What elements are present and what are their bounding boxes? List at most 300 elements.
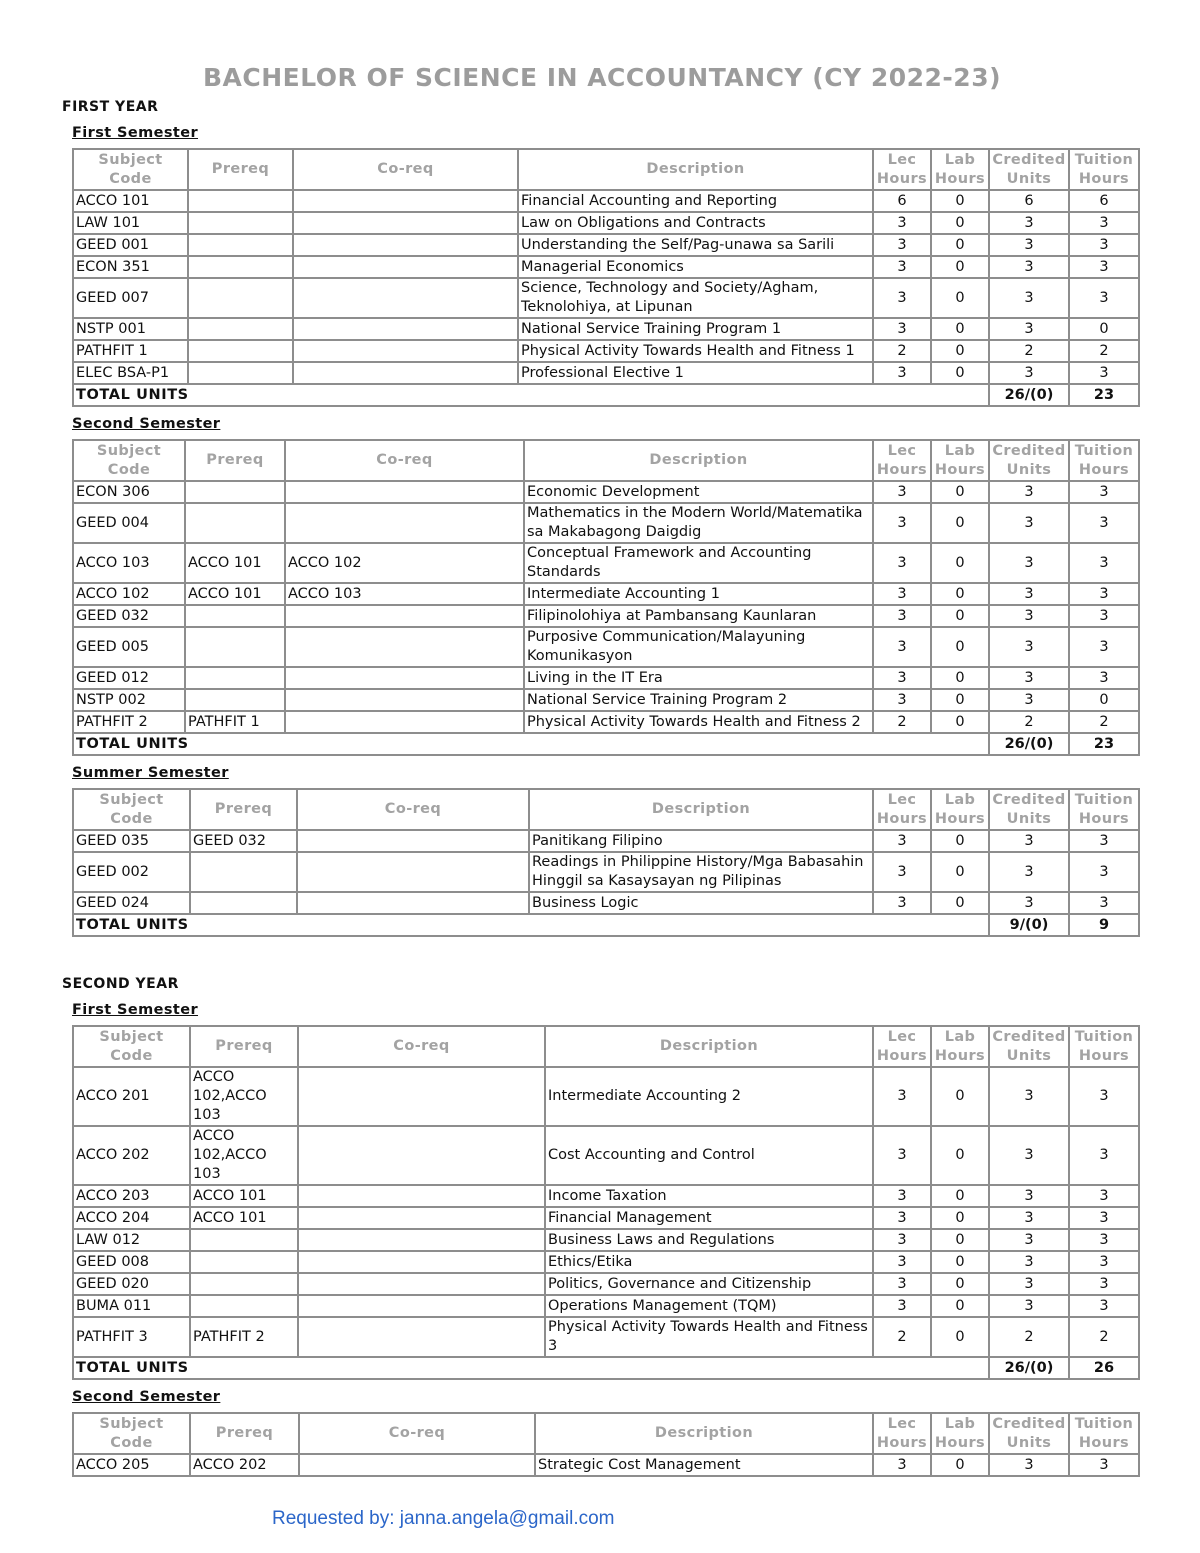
prereq-cell (185, 689, 285, 711)
total-tuition-hours: 23 (1069, 384, 1139, 406)
coreq-cell (299, 1454, 535, 1476)
semester-heading: First Semester (72, 125, 199, 141)
description-cell: Physical Activity Towards Health and Fitness 3 (545, 1317, 873, 1357)
tuition-hours-cell: 3 (1069, 1185, 1139, 1207)
course-table (72, 1025, 1140, 1380)
semester-heading: Second Semester (72, 1389, 221, 1405)
column-header: Co-req (285, 440, 524, 481)
lec-hours-cell: 3 (873, 583, 931, 605)
tuition-hours-cell: 3 (1069, 583, 1139, 605)
subject-code-cell: LAW 101 (73, 212, 188, 234)
credited-units-cell: 3 (989, 1185, 1069, 1207)
column-header: Lec Hours (873, 789, 931, 830)
table-row (73, 1229, 1139, 1251)
lab-hours-cell: 0 (931, 892, 989, 914)
credited-units-cell: 6 (989, 190, 1069, 212)
tuition-hours-cell: 3 (1069, 892, 1139, 914)
column-header: Description (529, 789, 873, 830)
semester-heading: Summer Semester (72, 765, 229, 781)
credited-units-cell: 3 (989, 605, 1069, 627)
semester-heading: First Semester (72, 1002, 199, 1018)
lec-hours-cell: 3 (873, 1207, 931, 1229)
coreq-cell (293, 362, 518, 384)
total-credited-units: 26/(0) (989, 384, 1069, 406)
column-header: Tuition Hours (1069, 1413, 1139, 1454)
lec-hours-cell: 3 (873, 852, 931, 892)
prereq-cell (190, 1273, 298, 1295)
lab-hours-cell: 0 (931, 583, 989, 605)
table-row (73, 481, 1139, 503)
credited-units-cell: 3 (989, 830, 1069, 852)
credited-units-cell: 3 (989, 543, 1069, 583)
subject-code-cell: GEED 020 (73, 1273, 190, 1295)
lab-hours-cell: 0 (931, 234, 989, 256)
curriculum-content (62, 98, 1142, 1477)
tuition-hours-cell: 3 (1069, 667, 1139, 689)
subject-code-cell: ACCO 203 (73, 1185, 190, 1207)
total-row (73, 914, 1139, 936)
tuition-hours-cell: 3 (1069, 830, 1139, 852)
column-header: Lec Hours (873, 1413, 931, 1454)
year-heading: FIRST YEAR (62, 99, 159, 115)
tuition-hours-cell: 3 (1069, 605, 1139, 627)
coreq-cell (298, 1067, 545, 1126)
semester-heading: Second Semester (72, 416, 221, 432)
lec-hours-cell: 3 (873, 481, 931, 503)
subject-code-cell: ACCO 205 (73, 1454, 190, 1476)
coreq-cell (298, 1273, 545, 1295)
subject-code-cell: ACCO 202 (73, 1126, 190, 1185)
table-row (73, 256, 1139, 278)
lec-hours-cell: 3 (873, 318, 931, 340)
table-row (73, 278, 1139, 318)
column-header: Credited Units (989, 440, 1069, 481)
tuition-hours-cell: 3 (1069, 543, 1139, 583)
prereq-cell (185, 481, 285, 503)
description-cell: Income Taxation (545, 1185, 873, 1207)
table-row (73, 503, 1139, 543)
column-header: Credited Units (989, 1026, 1069, 1067)
description-cell: Intermediate Accounting 1 (524, 583, 873, 605)
table-row (73, 689, 1139, 711)
prereq-cell (185, 667, 285, 689)
coreq-cell (298, 1185, 545, 1207)
subject-code-cell: GEED 004 (73, 503, 185, 543)
description-cell: Physical Activity Towards Health and Fitness 2 (524, 711, 873, 733)
table-row (73, 1067, 1139, 1126)
tuition-hours-cell: 3 (1069, 1207, 1139, 1229)
prereq-cell (188, 318, 293, 340)
coreq-cell (297, 892, 529, 914)
subject-code-cell: ECON 351 (73, 256, 188, 278)
table-row (73, 340, 1139, 362)
column-header: Prereq (190, 1413, 299, 1454)
table-row (73, 892, 1139, 914)
credited-units-cell: 3 (989, 852, 1069, 892)
description-cell: Business Laws and Regulations (545, 1229, 873, 1251)
coreq-cell (285, 605, 524, 627)
description-cell: National Service Training Program 2 (524, 689, 873, 711)
coreq-cell: ACCO 103 (285, 583, 524, 605)
subject-code-cell: GEED 005 (73, 627, 185, 667)
year-heading: SECOND YEAR (62, 976, 179, 992)
tuition-hours-cell: 3 (1069, 1454, 1139, 1476)
lec-hours-cell: 6 (873, 190, 931, 212)
description-cell: Panitikang Filipino (529, 830, 873, 852)
column-header: Credited Units (989, 789, 1069, 830)
credited-units-cell: 3 (989, 1273, 1069, 1295)
description-cell: Financial Management (545, 1207, 873, 1229)
coreq-cell (293, 190, 518, 212)
lec-hours-cell: 3 (873, 1251, 931, 1273)
prereq-cell: ACCO 102,ACCO 103 (190, 1067, 298, 1126)
lec-hours-cell: 3 (873, 667, 931, 689)
tuition-hours-cell: 3 (1069, 1067, 1139, 1126)
column-header: Subject Code (73, 149, 188, 190)
lab-hours-cell: 0 (931, 278, 989, 318)
lec-hours-cell: 3 (873, 1067, 931, 1126)
table-row (73, 362, 1139, 384)
subject-code-cell: BUMA 011 (73, 1295, 190, 1317)
tuition-hours-cell: 3 (1069, 234, 1139, 256)
coreq-cell (298, 1317, 545, 1357)
description-cell: Intermediate Accounting 2 (545, 1067, 873, 1126)
total-tuition-hours: 26 (1069, 1357, 1139, 1379)
tuition-hours-cell: 3 (1069, 503, 1139, 543)
column-header: Tuition Hours (1069, 789, 1139, 830)
lab-hours-cell: 0 (931, 605, 989, 627)
tuition-hours-cell: 3 (1069, 852, 1139, 892)
lec-hours-cell: 3 (873, 234, 931, 256)
coreq-cell (298, 1295, 545, 1317)
lab-hours-cell: 0 (931, 627, 989, 667)
subject-code-cell: GEED 007 (73, 278, 188, 318)
table-row (73, 605, 1139, 627)
description-cell: Living in the IT Era (524, 667, 873, 689)
column-header: Subject Code (73, 789, 190, 830)
total-row (73, 384, 1139, 406)
description-cell: Business Logic (529, 892, 873, 914)
prereq-cell (190, 892, 297, 914)
credited-units-cell: 3 (989, 481, 1069, 503)
column-header: Co-req (299, 1413, 535, 1454)
total-units-label: TOTAL UNITS (73, 1357, 989, 1379)
credited-units-cell: 3 (989, 503, 1069, 543)
tuition-hours-cell: 3 (1069, 1251, 1139, 1273)
credited-units-cell: 3 (989, 1067, 1069, 1126)
column-header: Prereq (190, 1026, 298, 1067)
prereq-cell (190, 1251, 298, 1273)
subject-code-cell: NSTP 002 (73, 689, 185, 711)
lec-hours-cell: 3 (873, 1185, 931, 1207)
total-tuition-hours: 9 (1069, 914, 1139, 936)
coreq-cell (293, 234, 518, 256)
total-credited-units: 26/(0) (989, 1357, 1069, 1379)
subject-code-cell: ACCO 102 (73, 583, 185, 605)
lab-hours-cell: 0 (931, 689, 989, 711)
column-header: Description (545, 1026, 873, 1067)
subject-code-cell: PATHFIT 3 (73, 1317, 190, 1357)
column-header: Credited Units (989, 1413, 1069, 1454)
description-cell: Politics, Governance and Citizenship (545, 1273, 873, 1295)
tuition-hours-cell: 3 (1069, 212, 1139, 234)
credited-units-cell: 3 (989, 667, 1069, 689)
subject-code-cell: NSTP 001 (73, 318, 188, 340)
coreq-cell (293, 256, 518, 278)
lec-hours-cell: 3 (873, 689, 931, 711)
tuition-hours-cell: 3 (1069, 278, 1139, 318)
coreq-cell (285, 481, 524, 503)
description-cell: Strategic Cost Management (535, 1454, 873, 1476)
tuition-hours-cell: 3 (1069, 627, 1139, 667)
description-cell: Conceptual Framework and Accounting Standards (524, 543, 873, 583)
table-row (73, 1454, 1139, 1476)
prereq-cell (185, 503, 285, 543)
credited-units-cell: 3 (989, 278, 1069, 318)
column-header: Credited Units (989, 149, 1069, 190)
lab-hours-cell: 0 (931, 1126, 989, 1185)
coreq-cell (285, 711, 524, 733)
table-header-row (73, 789, 1139, 830)
column-header: Description (518, 149, 873, 190)
tuition-hours-cell: 3 (1069, 362, 1139, 384)
column-header: Lab Hours (931, 440, 989, 481)
table-row (73, 190, 1139, 212)
lab-hours-cell: 0 (931, 852, 989, 892)
credited-units-cell: 3 (989, 1229, 1069, 1251)
lab-hours-cell: 0 (931, 1251, 989, 1273)
tuition-hours-cell: 0 (1069, 689, 1139, 711)
coreq-cell (297, 830, 529, 852)
table-row (73, 1251, 1139, 1273)
lec-hours-cell: 3 (873, 212, 931, 234)
lab-hours-cell: 0 (931, 543, 989, 583)
table-row (73, 1317, 1139, 1357)
table-row (73, 1126, 1139, 1185)
lec-hours-cell: 3 (873, 830, 931, 852)
lab-hours-cell: 0 (931, 503, 989, 543)
column-header: Lab Hours (931, 789, 989, 830)
lab-hours-cell: 0 (931, 711, 989, 733)
lab-hours-cell: 0 (931, 1067, 989, 1126)
column-header: Description (535, 1413, 873, 1454)
lec-hours-cell: 2 (873, 340, 931, 362)
total-row (73, 1357, 1139, 1379)
description-cell: Understanding the Self/Pag-unawa sa Sarili (518, 234, 873, 256)
table-row (73, 543, 1139, 583)
tuition-hours-cell: 3 (1069, 256, 1139, 278)
coreq-cell (298, 1229, 545, 1251)
credited-units-cell: 2 (989, 711, 1069, 733)
total-units-label: TOTAL UNITS (73, 914, 989, 936)
lec-hours-cell: 3 (873, 1454, 931, 1476)
subject-code-cell: ECON 306 (73, 481, 185, 503)
coreq-cell (285, 667, 524, 689)
subject-code-cell: GEED 032 (73, 605, 185, 627)
table-row (73, 583, 1139, 605)
subject-code-cell: LAW 012 (73, 1229, 190, 1251)
coreq-cell: ACCO 102 (285, 543, 524, 583)
lab-hours-cell: 0 (931, 340, 989, 362)
lab-hours-cell: 0 (931, 1454, 989, 1476)
column-header: Tuition Hours (1069, 149, 1139, 190)
lec-hours-cell: 3 (873, 1273, 931, 1295)
table-row (73, 318, 1139, 340)
lab-hours-cell: 0 (931, 1317, 989, 1357)
total-credited-units: 9/(0) (989, 914, 1069, 936)
credited-units-cell: 3 (989, 1251, 1069, 1273)
tuition-hours-cell: 3 (1069, 1229, 1139, 1251)
column-header: Lec Hours (873, 440, 931, 481)
lec-hours-cell: 3 (873, 278, 931, 318)
prereq-cell (188, 278, 293, 318)
tuition-hours-cell: 0 (1069, 318, 1139, 340)
table-row (73, 1273, 1139, 1295)
total-credited-units: 26/(0) (989, 733, 1069, 755)
lec-hours-cell: 3 (873, 503, 931, 543)
lab-hours-cell: 0 (931, 318, 989, 340)
lec-hours-cell: 3 (873, 1126, 931, 1185)
tuition-hours-cell: 2 (1069, 340, 1139, 362)
column-header: Prereq (188, 149, 293, 190)
description-cell: Financial Accounting and Reporting (518, 190, 873, 212)
course-table (72, 148, 1140, 407)
credited-units-cell: 3 (989, 1207, 1069, 1229)
course-table (72, 1412, 1140, 1477)
lab-hours-cell: 0 (931, 212, 989, 234)
column-header: Subject Code (73, 440, 185, 481)
column-header: Co-req (298, 1026, 545, 1067)
subject-code-cell: GEED 002 (73, 852, 190, 892)
lab-hours-cell: 0 (931, 1229, 989, 1251)
lab-hours-cell: 0 (931, 830, 989, 852)
coreq-cell (293, 212, 518, 234)
tuition-hours-cell: 3 (1069, 1126, 1139, 1185)
coreq-cell (293, 278, 518, 318)
total-row (73, 733, 1139, 755)
lab-hours-cell: 0 (931, 481, 989, 503)
lec-hours-cell: 3 (873, 1229, 931, 1251)
table-row (73, 830, 1139, 852)
total-units-label: TOTAL UNITS (73, 384, 989, 406)
column-header: Subject Code (73, 1026, 190, 1067)
tuition-hours-cell: 2 (1069, 711, 1139, 733)
prereq-cell (185, 627, 285, 667)
column-header: Subject Code (73, 1413, 190, 1454)
table-row (73, 667, 1139, 689)
coreq-cell (285, 627, 524, 667)
description-cell: Mathematics in the Modern World/Matematika sa Makabagong Daigdig (524, 503, 873, 543)
curriculum-page (62, 62, 1142, 1477)
credited-units-cell: 3 (989, 892, 1069, 914)
description-cell: Managerial Economics (518, 256, 873, 278)
table-row (73, 1207, 1139, 1229)
description-cell: Purposive Communication/Malayuning Komunikasyon (524, 627, 873, 667)
credited-units-cell: 3 (989, 627, 1069, 667)
credited-units-cell: 3 (989, 1295, 1069, 1317)
description-cell: Operations Management (TQM) (545, 1295, 873, 1317)
coreq-cell (298, 1126, 545, 1185)
lec-hours-cell: 2 (873, 711, 931, 733)
credited-units-cell: 3 (989, 583, 1069, 605)
column-header: Tuition Hours (1069, 1026, 1139, 1067)
column-header: Lab Hours (931, 1026, 989, 1067)
subject-code-cell: ACCO 103 (73, 543, 185, 583)
prereq-cell: ACCO 202 (190, 1454, 299, 1476)
subject-code-cell: PATHFIT 1 (73, 340, 188, 362)
credited-units-cell: 2 (989, 1317, 1069, 1357)
lab-hours-cell: 0 (931, 1273, 989, 1295)
table-row (73, 711, 1139, 733)
credited-units-cell: 3 (989, 212, 1069, 234)
description-cell: Ethics/Etika (545, 1251, 873, 1273)
total-units-label: TOTAL UNITS (73, 733, 989, 755)
lec-hours-cell: 3 (873, 543, 931, 583)
description-cell: Professional Elective 1 (518, 362, 873, 384)
tuition-hours-cell: 3 (1069, 1273, 1139, 1295)
coreq-cell (297, 852, 529, 892)
total-tuition-hours: 23 (1069, 733, 1139, 755)
tuition-hours-cell: 2 (1069, 1317, 1139, 1357)
table-row (73, 1295, 1139, 1317)
subject-code-cell: GEED 012 (73, 667, 185, 689)
lab-hours-cell: 0 (931, 667, 989, 689)
lec-hours-cell: 3 (873, 627, 931, 667)
course-table (72, 788, 1140, 937)
subject-code-cell: ACCO 201 (73, 1067, 190, 1126)
subject-code-cell: ACCO 101 (73, 190, 188, 212)
coreq-cell (285, 503, 524, 543)
coreq-cell (298, 1207, 545, 1229)
table-header-row (73, 440, 1139, 481)
tuition-hours-cell: 6 (1069, 190, 1139, 212)
credited-units-cell: 2 (989, 340, 1069, 362)
table-row (73, 852, 1139, 892)
prereq-cell: PATHFIT 1 (185, 711, 285, 733)
prereq-cell: PATHFIT 2 (190, 1317, 298, 1357)
prereq-cell (190, 1229, 298, 1251)
table-header-row (73, 1026, 1139, 1067)
prereq-cell: ACCO 101 (185, 543, 285, 583)
requested-by-footer: Requested by: janna.angela@gmail.com (272, 1508, 615, 1529)
lab-hours-cell: 0 (931, 362, 989, 384)
description-cell: Economic Development (524, 481, 873, 503)
description-cell: Readings in Philippine History/Mga Babasahin Hinggil sa Kasaysayan ng Pilipinas (529, 852, 873, 892)
prereq-cell (185, 605, 285, 627)
column-header: Tuition Hours (1069, 440, 1139, 481)
lab-hours-cell: 0 (931, 1207, 989, 1229)
table-header-row (73, 149, 1139, 190)
column-header: Prereq (185, 440, 285, 481)
column-header: Lec Hours (873, 149, 931, 190)
tuition-hours-cell: 3 (1069, 1295, 1139, 1317)
coreq-cell (293, 318, 518, 340)
prereq-cell (188, 362, 293, 384)
prereq-cell (190, 1295, 298, 1317)
coreq-cell (293, 340, 518, 362)
prereq-cell: ACCO 102,ACCO 103 (190, 1126, 298, 1185)
table-row (73, 212, 1139, 234)
column-header: Lec Hours (873, 1026, 931, 1067)
credited-units-cell: 3 (989, 1454, 1069, 1476)
column-header: Description (524, 440, 873, 481)
table-row (73, 234, 1139, 256)
credited-units-cell: 3 (989, 256, 1069, 278)
column-header: Co-req (293, 149, 518, 190)
lab-hours-cell: 0 (931, 190, 989, 212)
prereq-cell: ACCO 101 (190, 1185, 298, 1207)
prereq-cell: ACCO 101 (185, 583, 285, 605)
